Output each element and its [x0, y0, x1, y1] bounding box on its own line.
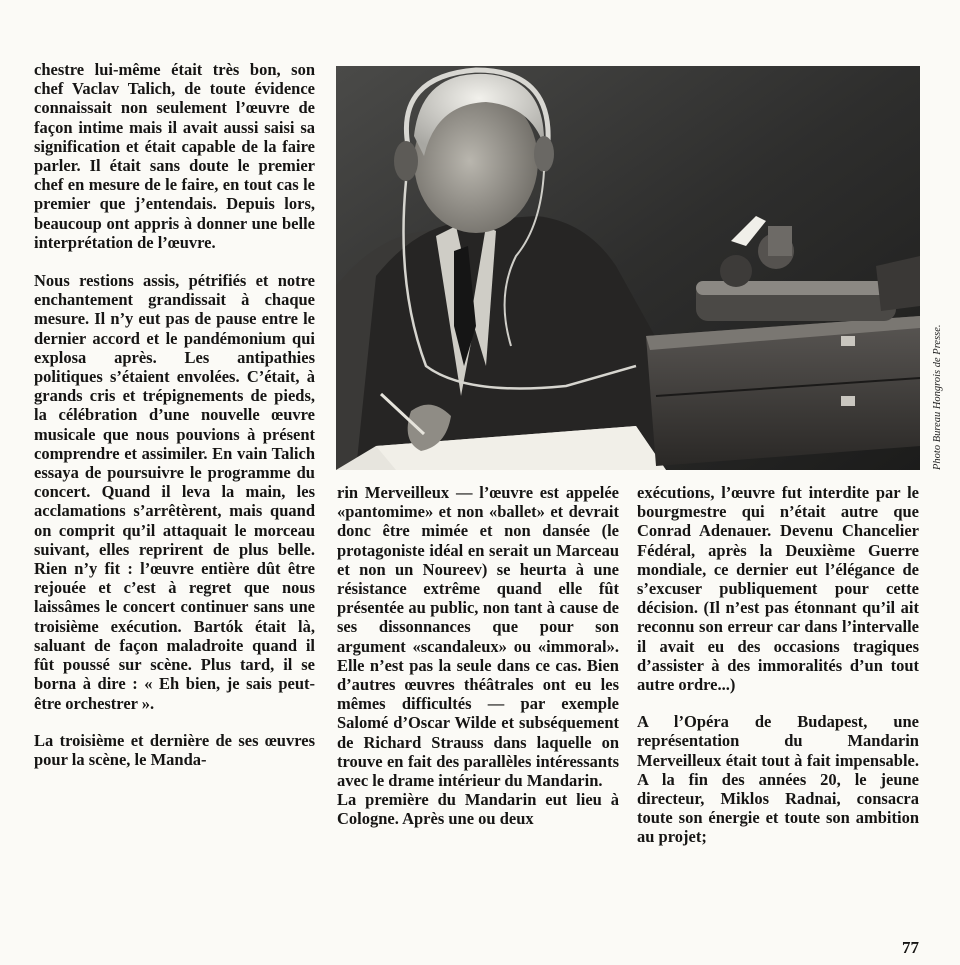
paragraph: rin Merveilleux — l’œuvre est appelée «pantomime» et non «ballet» et devrait donc être mimée et non dansée (le protagoniste idéal en serait un Marceau et non un Noureev) se heurta à une résistance extrême quand elle fût présentée au public, non tant à cause de ses dissonnances que pour son argument «scandaleux» ou «immoral». Elle n’est pas la seule dans ce cas. Bien d’autres œuvres théâtrales ont eu les mêmes difficultés — par exemple Salomé d’Oscar Wilde et subséquement de Richard Strauss dans laquelle on trouve en fait des parallèles intéressants avec le drame intérieur du Mandarin.: [337, 483, 619, 791]
text-column-left: [34, 60, 315, 769]
text-column-right: [637, 483, 919, 847]
photograph: [336, 66, 920, 470]
paragraph: Nous restions assis, pétrifiés et notre enchantement grandissait à chaque mesure. Il n’y eut pas de pause entre le dernier accord et le pandémonium qui explosa après. Les antipathies politiques s’étaient envolées. C’était, à grands cris et trépignements de pieds, la célébration d’une nouvelle œuvre musicale que nous pouvions à présent comprendre et assimiler. En vain Talich essaya de poursuivre le programme du concert. Quand il leva la main, les acclamations s’arrêtèrent, mais quand on comprit qu’il attaquait le morceau suivant, elles reprirent de plus belle. Rien n’y fit : l’œuvre entière dût être rejouée et c’est à regret que nous laissâmes le concert continuer sans une troisième exécution. Bartók était là, saluant de façon maladroite quand il fût poussé sur scène. Plus tard, il se borna à dire : « Eh bien, je sais peut-être orchestrer ».: [34, 271, 315, 713]
photo-man-with-headphones-and-phonograph: [336, 66, 920, 470]
paragraph: La troisième et dernière de ses œuvres pour la scène, le Manda-: [34, 730, 315, 769]
paragraph: La première du Mandarin eut lieu à Cologne. Après une ou deux: [337, 790, 619, 829]
photo-credit: Photo Bureau Hongrois de Presse.: [932, 324, 943, 470]
paragraph: A l’Opéra de Budapest, une représentation du Mandarin Merveilleux était tout à fait impensable. A la fin des années 20, le jeune directeur, Miklos Radnai, consacra toute son énergie et toute son ambition au projet;: [637, 712, 919, 847]
paragraph: chestre lui-même était très bon, son chef Vaclav Talich, de toute évidence connaissait non seulement l’œuvre de façon intime mais il avait aussi saisi sa signification et était capable de la faire parler. Il était sans doute le premier chef en mesure de le faire, en tout cas le premier que j’entendais. Depuis lors, beaucoup ont appris à donner une belle interprétation de l’œuvre.: [34, 60, 315, 252]
text-column-middle: [337, 483, 619, 829]
page-number: 77: [902, 938, 919, 957]
paragraph: exécutions, l’œuvre fut interdite par le bourgmestre qui n’était autre que Conrad Adenauer. Devenu Chancelier Fédéral, après la Deuxième Guerre mondiale, ce dernier eut l’élégance de s’excuser publiquement pour cette décision. (Il n’est pas étonnant qu’il ait reconnu son erreur car dans l’intervalle il avait eu des occasions tragiques d’assister à des immoralités d’un tout autre ordre...): [637, 483, 919, 695]
